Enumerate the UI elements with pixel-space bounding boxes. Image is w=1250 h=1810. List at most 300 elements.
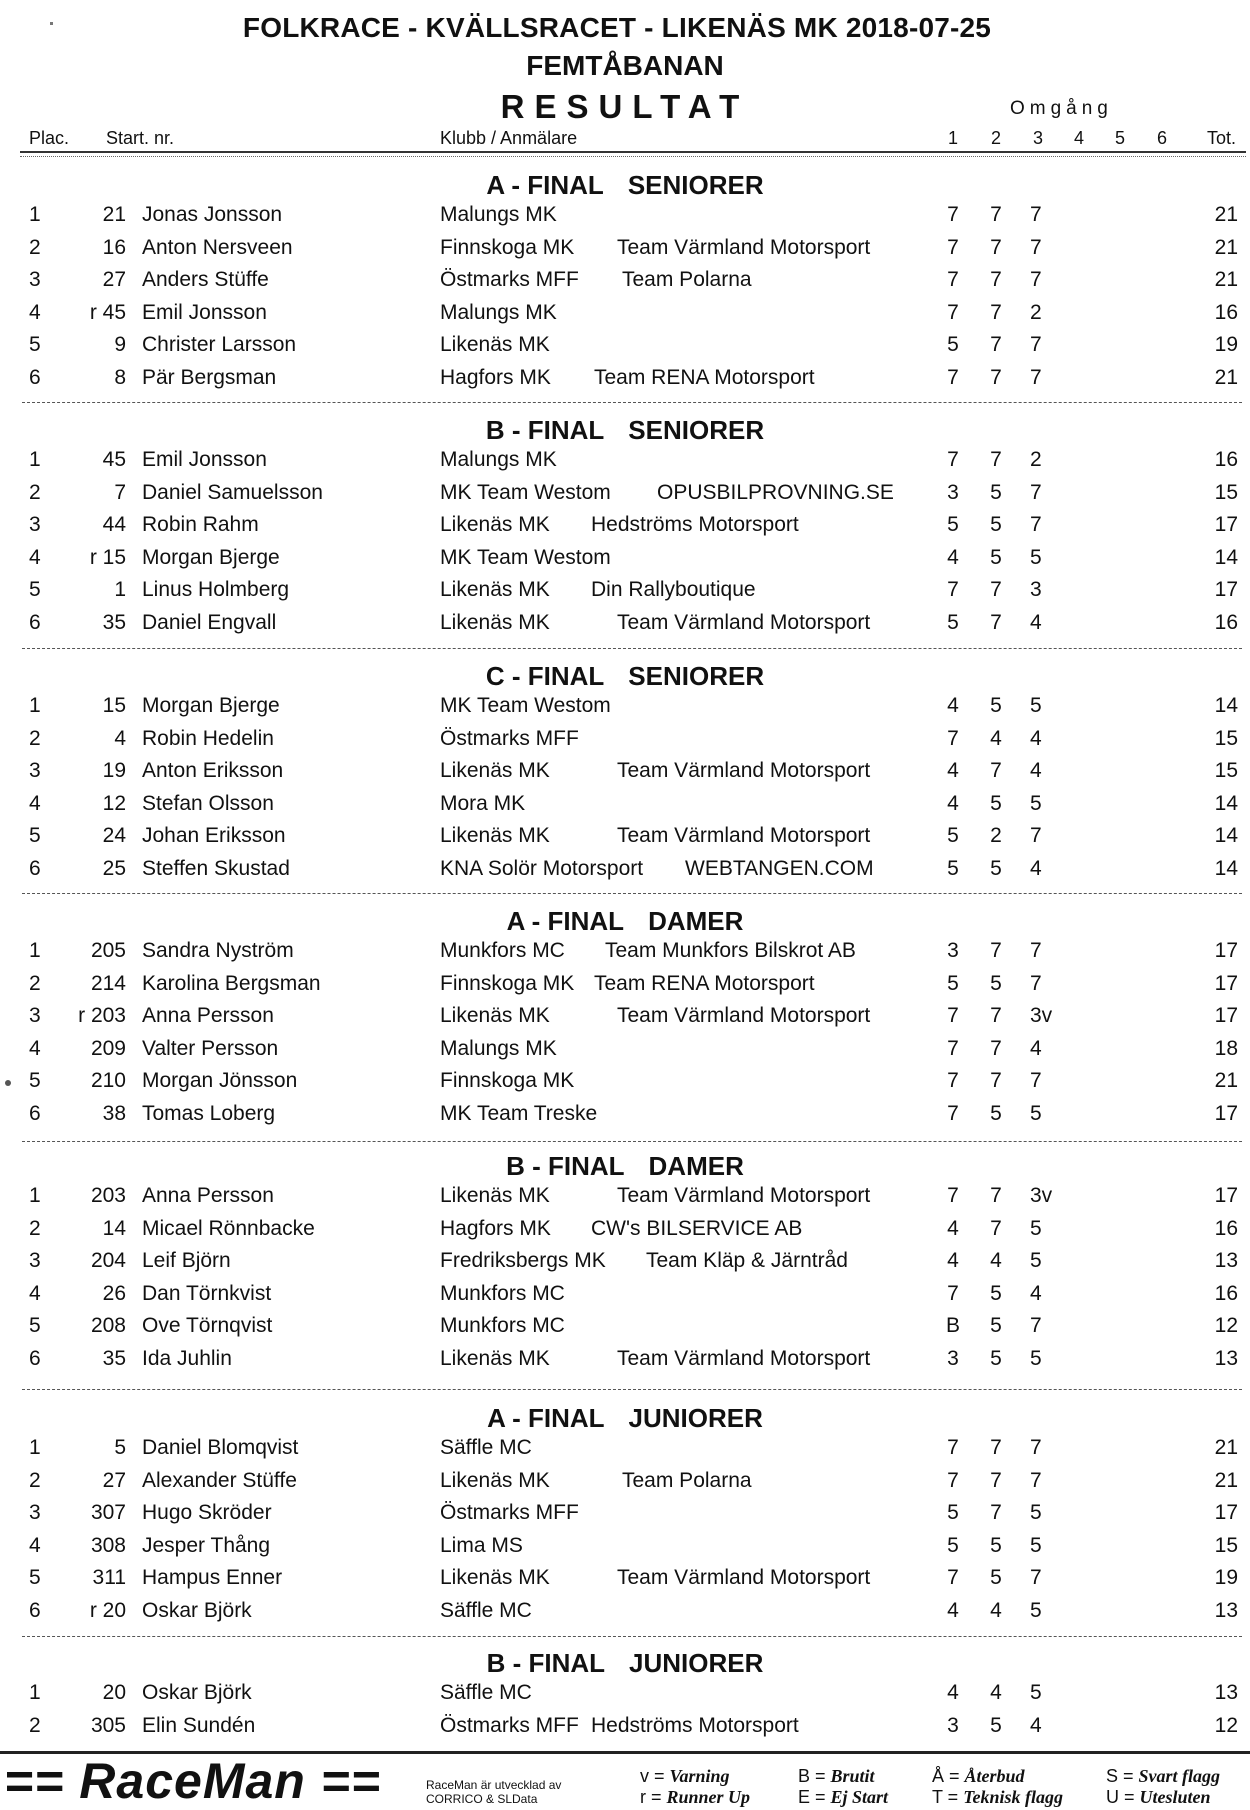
placement: 3 bbox=[29, 1249, 41, 1272]
club-name: Finnskoga MK bbox=[440, 1069, 575, 1092]
total-score: 17 bbox=[1214, 1184, 1238, 1207]
start-number: 45 bbox=[102, 448, 126, 471]
result-row bbox=[0, 1599, 1250, 1631]
round-1-score: 4 bbox=[947, 1598, 959, 1622]
club-name: Finnskoga MK bbox=[440, 971, 575, 995]
round-1-score: 3 bbox=[947, 1713, 959, 1737]
total-score: 21 bbox=[1214, 203, 1238, 226]
total-score: 13 bbox=[1214, 1598, 1238, 1622]
placement: 3 bbox=[29, 268, 41, 291]
placement: 5 bbox=[29, 333, 41, 356]
start-number: 20 bbox=[102, 1681, 126, 1704]
driver-name: Daniel Engvall bbox=[142, 610, 277, 634]
start-number: 35 bbox=[102, 1346, 126, 1370]
driver-name: Elin Sundén bbox=[142, 1713, 256, 1737]
start-number: 25 bbox=[102, 856, 126, 880]
driver-name: Stefan Olsson bbox=[142, 791, 274, 815]
round-3-score: 3v bbox=[1030, 1184, 1053, 1207]
driver-name: Steffen Skustad bbox=[142, 856, 290, 880]
round-3-score: 5 bbox=[1030, 1501, 1042, 1524]
round-2-score: 4 bbox=[990, 726, 1002, 750]
total-score: 17 bbox=[1214, 1501, 1238, 1524]
placement: 2 bbox=[29, 480, 41, 504]
start-number: 12 bbox=[102, 791, 126, 815]
total-score: 14 bbox=[1214, 856, 1238, 880]
driver-name: Daniel Blomqvist bbox=[142, 1436, 299, 1459]
round-1-score: 4 bbox=[947, 759, 959, 782]
total-score: 17 bbox=[1214, 513, 1238, 536]
round-2-score: 7 bbox=[990, 1036, 1002, 1060]
entrant-team: Team Värmland Motorsport bbox=[617, 610, 871, 634]
driver-name: Christer Larsson bbox=[142, 333, 297, 356]
round-1-score: 4 bbox=[947, 1216, 959, 1240]
placement: 6 bbox=[29, 1346, 41, 1370]
placement: 2 bbox=[29, 1468, 41, 1492]
round-3-score: 2 bbox=[1030, 448, 1042, 471]
legend-item: E = Ej Start bbox=[798, 1787, 889, 1807]
driver-name: Emil Jonsson bbox=[142, 300, 267, 324]
placement: 5 bbox=[29, 1566, 41, 1589]
round-3-score: 7 bbox=[1030, 365, 1042, 389]
class-label: SENIORER bbox=[628, 415, 765, 445]
total-score: 16 bbox=[1214, 300, 1238, 324]
club-name: Mora MK bbox=[440, 791, 526, 815]
start-number: 305 bbox=[90, 1713, 126, 1737]
col-club: Klubb / Anmälare bbox=[440, 128, 578, 148]
placement: 1 bbox=[29, 939, 41, 962]
result-row bbox=[0, 857, 1250, 889]
round-label: Omgång bbox=[1010, 98, 1113, 119]
col-plac: Plac. bbox=[29, 128, 70, 148]
placement: 2 bbox=[29, 1216, 41, 1240]
placement: 4 bbox=[29, 545, 41, 569]
entrant-team: Team Kläp & Järntråd bbox=[646, 1249, 848, 1272]
total-score: 12 bbox=[1214, 1314, 1238, 1337]
total-score: 21 bbox=[1214, 235, 1238, 259]
start-number: 5 bbox=[114, 1436, 126, 1459]
total-score: 15 bbox=[1214, 759, 1238, 782]
total-score: 16 bbox=[1214, 448, 1238, 471]
start-number: 44 bbox=[102, 513, 126, 536]
total-score: 21 bbox=[1214, 268, 1238, 291]
section-title bbox=[0, 661, 1250, 692]
result-row bbox=[0, 759, 1250, 791]
round-2-score: 7 bbox=[990, 1004, 1002, 1027]
column-header bbox=[0, 128, 1250, 152]
col-round-5: 5 bbox=[1115, 128, 1126, 148]
driver-name: Valter Persson bbox=[142, 1036, 279, 1060]
placement: 4 bbox=[29, 300, 41, 324]
total-score: 21 bbox=[1214, 1468, 1238, 1492]
total-score: 14 bbox=[1214, 694, 1238, 717]
driver-name: Alexander Stüffe bbox=[142, 1468, 297, 1492]
start-number: 9 bbox=[114, 333, 126, 356]
round-2-score: 5 bbox=[990, 1346, 1002, 1370]
total-score: 17 bbox=[1214, 578, 1238, 601]
round-3-score: 7 bbox=[1030, 971, 1042, 995]
round-2-score: 5 bbox=[990, 1713, 1002, 1737]
scan-dot bbox=[5, 1080, 11, 1086]
round-2-score: 4 bbox=[990, 1598, 1002, 1622]
total-score: 17 bbox=[1214, 1101, 1238, 1125]
round-3-score: 7 bbox=[1030, 203, 1042, 226]
result-row bbox=[0, 203, 1250, 235]
round-1-score: 4 bbox=[947, 694, 959, 717]
section-divider bbox=[22, 402, 1242, 403]
page-title: FOLKRACE - KVÄLLSRACET - LIKENÄS MK 2018-07-25 bbox=[242, 12, 992, 43]
round-1-score: 3 bbox=[947, 480, 959, 504]
round-1-score: 7 bbox=[947, 1436, 959, 1459]
placement: 3 bbox=[29, 1004, 41, 1027]
start-number: 38 bbox=[102, 1101, 126, 1125]
round-1-score: B bbox=[945, 1314, 960, 1337]
placement: 4 bbox=[29, 1533, 41, 1557]
club-name: Likenäs MK bbox=[440, 1566, 550, 1589]
club-name: MK Team Westom bbox=[440, 480, 611, 504]
round-1-score: 4 bbox=[947, 791, 959, 815]
placement: 5 bbox=[29, 578, 41, 601]
entrant-team: Team Värmland Motorsport bbox=[617, 1566, 871, 1589]
placement: 4 bbox=[29, 791, 41, 815]
placement: 2 bbox=[29, 971, 41, 995]
result-row bbox=[0, 1714, 1250, 1746]
driver-name: Morgan Jönsson bbox=[142, 1069, 298, 1092]
round-1-score: 3 bbox=[947, 1346, 959, 1370]
round-1-score: 5 bbox=[947, 333, 959, 356]
result-row bbox=[0, 578, 1250, 610]
class-label: SENIORER bbox=[627, 170, 764, 200]
driver-name: Sandra Nyström bbox=[142, 939, 294, 962]
round-2-score: 5 bbox=[990, 1533, 1002, 1557]
section-divider bbox=[22, 1389, 1242, 1390]
legend-item: S = Svart flagg bbox=[1106, 1766, 1221, 1786]
start-number: 15 bbox=[102, 694, 126, 717]
round-2-score: 5 bbox=[990, 545, 1002, 569]
total-score: 16 bbox=[1214, 1216, 1238, 1240]
class-label: JUNIORER bbox=[629, 1648, 764, 1678]
round-2-score: 5 bbox=[990, 1314, 1002, 1337]
entrant-team: Team Polarna bbox=[622, 1468, 752, 1492]
club-name: Munkfors MC bbox=[440, 1281, 565, 1305]
start-number: r 45 bbox=[89, 300, 126, 324]
total-score: 21 bbox=[1214, 1069, 1238, 1092]
start-number: 19 bbox=[102, 759, 126, 782]
round-2-score: 4 bbox=[990, 1249, 1002, 1272]
result-row bbox=[0, 1037, 1250, 1069]
start-number: 205 bbox=[90, 939, 126, 962]
section-title bbox=[0, 1403, 1250, 1434]
result-row bbox=[0, 268, 1250, 300]
round-3-score: 5 bbox=[1030, 1598, 1042, 1622]
club-name: MK Team Westom bbox=[440, 545, 611, 569]
placement: 1 bbox=[29, 203, 41, 226]
round-1-score: 7 bbox=[947, 268, 959, 291]
placement: 6 bbox=[29, 856, 41, 880]
club-name: Munkfors MC bbox=[440, 1314, 565, 1337]
round-3-score: 7 bbox=[1030, 235, 1042, 259]
entrant-team: Team Munkfors Bilskrot AB bbox=[605, 939, 856, 962]
entrant-team: Hedströms Motorsport bbox=[591, 513, 799, 536]
driver-name: Anders Stüffe bbox=[142, 268, 269, 291]
start-number: 208 bbox=[90, 1314, 126, 1337]
section-title bbox=[0, 415, 1250, 446]
total-score: 19 bbox=[1214, 1566, 1238, 1589]
header-divider bbox=[20, 151, 1246, 157]
start-number: 307 bbox=[90, 1501, 126, 1524]
entrant-team: Team Värmland Motorsport bbox=[617, 824, 871, 847]
section-divider bbox=[22, 648, 1242, 649]
round-2-score: 7 bbox=[990, 1501, 1002, 1524]
placement: 6 bbox=[29, 1598, 41, 1622]
driver-name: Micael Rönnbacke bbox=[142, 1216, 315, 1240]
result-row bbox=[0, 546, 1250, 578]
total-score: 15 bbox=[1214, 1533, 1238, 1557]
round-3-score: 5 bbox=[1030, 694, 1042, 717]
driver-name: Oskar Björk bbox=[142, 1681, 252, 1704]
raceman-credits bbox=[426, 1778, 561, 1806]
round-1-score: 7 bbox=[947, 203, 959, 226]
club-name: Likenäs MK bbox=[440, 513, 550, 536]
driver-name: Robin Hedelin bbox=[142, 726, 274, 750]
col-round-3: 3 bbox=[1033, 128, 1044, 148]
round-1-score: 7 bbox=[947, 235, 959, 259]
driver-name: Anna Persson bbox=[142, 1184, 274, 1207]
round-2-score: 5 bbox=[990, 856, 1002, 880]
club-name: Östmarks MFF bbox=[440, 1713, 579, 1737]
result-row bbox=[0, 333, 1250, 365]
round-2-score: 7 bbox=[990, 1468, 1002, 1492]
entrant-team: Team RENA Motorsport bbox=[594, 365, 815, 389]
col-round-6: 6 bbox=[1157, 128, 1168, 148]
placement: 1 bbox=[29, 1436, 41, 1459]
club-name: Malungs MK bbox=[440, 203, 557, 226]
col-round-1: 1 bbox=[948, 128, 959, 148]
final-label: A - FINAL bbox=[486, 170, 604, 200]
section-title bbox=[0, 1151, 1250, 1182]
final-label: C - FINAL bbox=[485, 661, 605, 691]
round-2-score: 7 bbox=[990, 759, 1002, 782]
round-3-score: 4 bbox=[1030, 856, 1042, 880]
round-3-score: 7 bbox=[1030, 513, 1042, 536]
round-1-score: 7 bbox=[947, 448, 959, 471]
round-3-score: 7 bbox=[1030, 939, 1042, 962]
round-3-score: 5 bbox=[1030, 1249, 1042, 1272]
result-row bbox=[0, 611, 1250, 643]
round-1-score: 7 bbox=[947, 578, 959, 601]
entrant-team: Team Värmland Motorsport bbox=[617, 1184, 871, 1207]
club-name: Hagfors MK bbox=[440, 1216, 551, 1240]
total-score: 14 bbox=[1214, 824, 1238, 847]
placement: 1 bbox=[29, 694, 41, 717]
final-label: B - FINAL bbox=[485, 415, 605, 445]
driver-name: Morgan Bjerge bbox=[142, 545, 280, 569]
round-2-score: 5 bbox=[990, 480, 1002, 504]
results-heading: RESULTAT bbox=[500, 88, 750, 125]
result-row bbox=[0, 1469, 1250, 1501]
club-name: Likenäs MK bbox=[440, 1468, 550, 1492]
start-number: 26 bbox=[102, 1281, 126, 1305]
club-name: Säffle MC bbox=[440, 1598, 532, 1622]
round-2-score: 4 bbox=[990, 1681, 1002, 1704]
round-3-score: 7 bbox=[1030, 1069, 1042, 1092]
round-3-score: 5 bbox=[1030, 1216, 1042, 1240]
round-2-score: 7 bbox=[990, 1184, 1002, 1207]
round-2-score: 7 bbox=[990, 235, 1002, 259]
result-row bbox=[0, 1217, 1250, 1249]
start-number: r 20 bbox=[89, 1598, 126, 1622]
start-number: 4 bbox=[114, 726, 126, 750]
result-row bbox=[0, 1069, 1250, 1101]
start-number: 14 bbox=[102, 1216, 126, 1240]
credits-line-1: RaceMan är utvecklad av bbox=[426, 1778, 562, 1792]
result-row bbox=[0, 1501, 1250, 1533]
class-label: SENIORER bbox=[628, 661, 765, 691]
club-name: Lima MS bbox=[440, 1533, 523, 1557]
round-1-score: 7 bbox=[947, 1069, 959, 1092]
round-2-score: 7 bbox=[990, 300, 1002, 324]
round-2-score: 7 bbox=[990, 203, 1002, 226]
total-score: 16 bbox=[1214, 610, 1238, 634]
placement: 3 bbox=[29, 513, 41, 536]
round-2-score: 2 bbox=[990, 824, 1002, 847]
credits-line-2: CORRICO & SLData bbox=[426, 1792, 538, 1806]
legend-item: r = Runner Up bbox=[640, 1787, 751, 1807]
start-number: 35 bbox=[102, 610, 126, 634]
round-2-score: 5 bbox=[990, 513, 1002, 536]
start-number: 24 bbox=[102, 824, 126, 847]
legend-item: v = Varning bbox=[640, 1766, 730, 1786]
placement: 1 bbox=[29, 1184, 41, 1207]
round-3-score: 3 bbox=[1030, 578, 1042, 601]
entrant-team: Team Polarna bbox=[622, 268, 752, 291]
total-score: 17 bbox=[1214, 971, 1238, 995]
round-2-score: 5 bbox=[990, 1281, 1002, 1305]
entrant-team: Din Rallyboutique bbox=[591, 578, 756, 601]
placement: 5 bbox=[29, 1069, 41, 1092]
club-name: Säffle MC bbox=[440, 1681, 532, 1704]
start-number: 21 bbox=[102, 203, 126, 226]
driver-name: Jesper Thång bbox=[142, 1533, 271, 1557]
result-row bbox=[0, 727, 1250, 759]
driver-name: Robin Rahm bbox=[142, 513, 259, 536]
club-name: Malungs MK bbox=[440, 1036, 557, 1060]
round-1-score: 7 bbox=[947, 1101, 959, 1125]
round-1-score: 7 bbox=[947, 1004, 959, 1027]
club-name: Munkfors MC bbox=[440, 939, 565, 962]
round-3-score: 5 bbox=[1030, 791, 1042, 815]
club-name: Säffle MC bbox=[440, 1436, 532, 1459]
placement: 1 bbox=[29, 1681, 41, 1704]
start-number: 8 bbox=[114, 365, 126, 389]
class-label: DAMER bbox=[648, 906, 744, 936]
total-score: 12 bbox=[1214, 1713, 1238, 1737]
result-row bbox=[0, 792, 1250, 824]
round-2-score: 5 bbox=[990, 1566, 1002, 1589]
round-3-score: 5 bbox=[1030, 1101, 1042, 1125]
round-1-score: 5 bbox=[947, 1533, 959, 1557]
round-2-score: 5 bbox=[990, 694, 1002, 717]
total-score: 15 bbox=[1214, 726, 1238, 750]
round-2-score: 7 bbox=[990, 1069, 1002, 1092]
start-number: 209 bbox=[90, 1036, 126, 1060]
round-2-score: 5 bbox=[990, 1101, 1002, 1125]
start-number: 7 bbox=[114, 480, 126, 504]
round-1-score: 7 bbox=[947, 1184, 959, 1207]
round-2-score: 7 bbox=[990, 365, 1002, 389]
round-1-score: 5 bbox=[947, 971, 959, 995]
round-3-score: 5 bbox=[1030, 1533, 1042, 1557]
club-name: Östmarks MFF bbox=[440, 268, 579, 291]
entrant-team: Hedströms Motorsport bbox=[591, 1713, 799, 1737]
club-name: Malungs MK bbox=[440, 300, 557, 324]
col-round-2: 2 bbox=[991, 128, 1002, 148]
result-row bbox=[0, 1347, 1250, 1379]
total-score: 17 bbox=[1214, 1004, 1238, 1027]
round-1-score: 5 bbox=[947, 856, 959, 880]
round-2-score: 7 bbox=[990, 1216, 1002, 1240]
club-name: KNA Solör Motorsport bbox=[440, 856, 644, 880]
club-name: MK Team Westom bbox=[440, 694, 611, 717]
entrant-team: Team Värmland Motorsport bbox=[617, 235, 871, 259]
total-score: 18 bbox=[1214, 1036, 1238, 1060]
club-name: Finnskoga MK bbox=[440, 235, 575, 259]
club-name: Likenäs MK bbox=[440, 333, 550, 356]
placement: 5 bbox=[29, 824, 41, 847]
round-2-score: 7 bbox=[990, 610, 1002, 634]
section-divider bbox=[22, 1141, 1242, 1142]
start-number: 214 bbox=[90, 971, 126, 995]
driver-name: Ove Törnqvist bbox=[142, 1314, 273, 1337]
round-3-score: 4 bbox=[1030, 1281, 1042, 1305]
start-number: 27 bbox=[102, 1468, 126, 1492]
result-row bbox=[0, 1681, 1250, 1713]
round-1-score: 7 bbox=[947, 1281, 959, 1305]
round-3-score: 5 bbox=[1030, 545, 1042, 569]
section-title bbox=[0, 1648, 1250, 1679]
final-label: A - FINAL bbox=[487, 1403, 605, 1433]
total-score: 16 bbox=[1214, 1281, 1238, 1305]
round-1-score: 7 bbox=[947, 1036, 959, 1060]
result-row bbox=[0, 824, 1250, 856]
col-round-4: 4 bbox=[1074, 128, 1085, 148]
entrant-team: OPUSBILPROVNING.SE bbox=[657, 480, 894, 504]
round-3-score: 7 bbox=[1030, 1468, 1042, 1492]
driver-name: Jonas Jonsson bbox=[142, 203, 283, 226]
start-number: 308 bbox=[90, 1533, 126, 1557]
driver-name: Oskar Björk bbox=[142, 1598, 252, 1622]
club-name: Likenäs MK bbox=[440, 1184, 550, 1207]
round-1-score: 4 bbox=[947, 1249, 959, 1272]
driver-name: Hampus Enner bbox=[142, 1566, 283, 1589]
round-1-score: 7 bbox=[947, 726, 959, 750]
start-number: 311 bbox=[92, 1566, 126, 1589]
driver-name: Dan Törnkvist bbox=[142, 1281, 272, 1305]
total-score: 21 bbox=[1214, 365, 1238, 389]
start-number: r 15 bbox=[89, 545, 126, 569]
round-2-score: 7 bbox=[990, 578, 1002, 601]
driver-name: Ida Juhlin bbox=[142, 1346, 232, 1370]
round-1-score: 3 bbox=[947, 939, 959, 962]
club-name: Likenäs MK bbox=[440, 1346, 550, 1370]
placement: 3 bbox=[29, 759, 41, 782]
round-3-score: 7 bbox=[1030, 1566, 1042, 1589]
entrant-team: WEBTANGEN.COM bbox=[685, 856, 874, 880]
section-title bbox=[0, 906, 1250, 937]
driver-name: Pär Bergsman bbox=[142, 365, 277, 389]
round-1-score: 7 bbox=[947, 1566, 959, 1589]
round-3-score: 7 bbox=[1030, 1314, 1042, 1337]
driver-name: Tomas Loberg bbox=[142, 1101, 276, 1125]
